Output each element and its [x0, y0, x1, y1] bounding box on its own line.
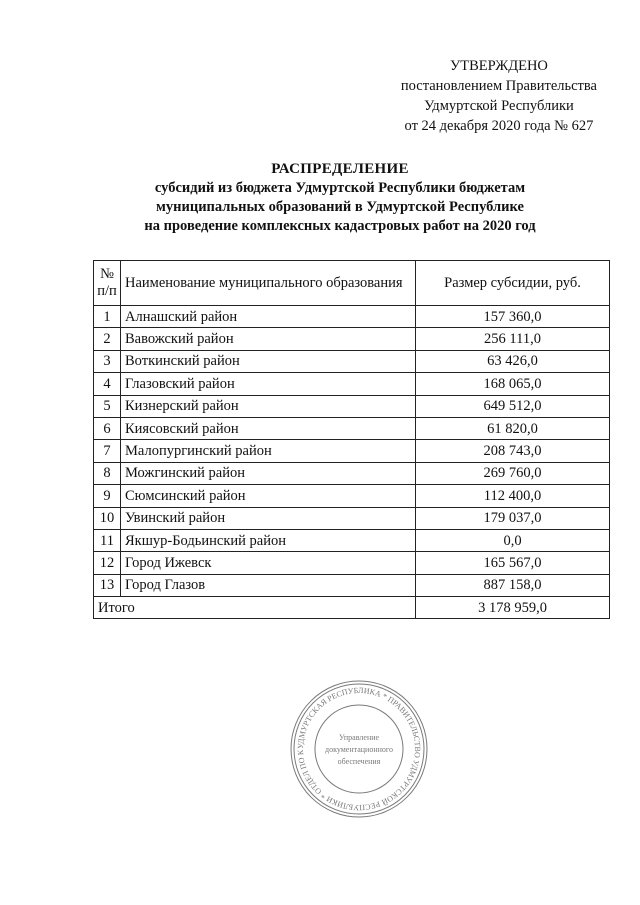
table-row	[94, 529, 610, 551]
row-municipality-name: Город Глазов	[121, 574, 416, 596]
table-row	[94, 328, 610, 350]
approval-heading: УТВЕРЖДЕНО	[450, 58, 548, 74]
row-municipality-name: Сюмсинский район	[121, 485, 416, 507]
row-number: 12	[94, 552, 121, 574]
row-subsidy-amount: 179 037,0	[416, 507, 610, 529]
row-number: 3	[94, 350, 121, 372]
official-seal	[288, 678, 430, 820]
table-header-row	[94, 261, 610, 306]
row-number: 4	[94, 373, 121, 395]
row-municipality-name: Воткинский район	[121, 350, 416, 372]
column-header-num: № п/п	[94, 261, 121, 306]
total-sum: 3 178 959,0	[416, 597, 610, 619]
table-row	[94, 552, 610, 574]
row-subsidy-amount: 61 820,0	[416, 417, 610, 439]
table-row	[94, 417, 610, 439]
row-number: 5	[94, 395, 121, 417]
row-subsidy-amount: 649 512,0	[416, 395, 610, 417]
row-subsidy-amount: 168 065,0	[416, 373, 610, 395]
row-municipality-name: Можгинский район	[121, 462, 416, 484]
title-line: субсидий из бюджета Удмуртской Республики бюджетам	[154, 180, 526, 196]
approval-date-line: от 24 декабря 2020 года № 627	[404, 118, 594, 134]
column-header-name: Наименование муниципального образования	[121, 261, 416, 306]
seal-center-line: документационного	[325, 745, 393, 754]
row-subsidy-amount: 157 360,0	[416, 306, 610, 328]
title-heading: РАСПРЕДЕЛЕНИЕ	[271, 161, 409, 177]
row-number: 13	[94, 574, 121, 596]
table-row	[94, 462, 610, 484]
row-subsidy-amount: 269 760,0	[416, 462, 610, 484]
table-row	[94, 440, 610, 462]
total-label: Итого	[94, 597, 416, 619]
seal-graphic	[288, 678, 430, 820]
row-municipality-name: Город Ижевск	[121, 552, 416, 574]
row-municipality-name: Малопургинский район	[121, 440, 416, 462]
row-municipality-name: Киясовский район	[121, 417, 416, 439]
title-line: на проведение комплексных кадастровых работ на 2020 год	[144, 218, 536, 234]
table-row	[94, 395, 610, 417]
approval-block	[401, 56, 597, 136]
seal-ring-text: УДМУРТСКАЯ РЕСПУБЛИКА * ПРАВИТЕЛЬСТВО УДМУРТСКОЙ РЕСПУБЛИКИ * ОТДЕЛ ПО К	[295, 685, 423, 813]
row-number: 7	[94, 440, 121, 462]
row-subsidy-amount: 208 743,0	[416, 440, 610, 462]
row-subsidy-amount: 0,0	[416, 529, 610, 551]
row-municipality-name: Якшур-Бодьинский район	[121, 529, 416, 551]
row-number: 6	[94, 417, 121, 439]
table-row	[94, 350, 610, 372]
row-municipality-name: Вавожский район	[121, 328, 416, 350]
approval-line: Удмуртской Республики	[424, 98, 574, 114]
row-subsidy-amount: 256 111,0	[416, 328, 610, 350]
row-number: 10	[94, 507, 121, 529]
row-municipality-name: Алнашский район	[121, 306, 416, 328]
row-number: 8	[94, 462, 121, 484]
row-number: 11	[94, 529, 121, 551]
approval-line: постановлением Правительства	[400, 78, 597, 94]
subsidy-table	[93, 260, 610, 619]
row-number: 9	[94, 485, 121, 507]
table-row	[94, 306, 610, 328]
row-municipality-name: Увинский район	[121, 507, 416, 529]
title-line: муниципальных образований в Удмуртской Республике	[156, 199, 524, 215]
row-subsidy-amount: 112 400,0	[416, 485, 610, 507]
column-header-sum: Размер субсидии, руб.	[416, 261, 610, 306]
table-row	[94, 574, 610, 596]
row-subsidy-amount: 63 426,0	[416, 350, 610, 372]
seal-center-line: Управление	[338, 733, 380, 742]
row-number: 1	[94, 306, 121, 328]
seal-center-line: обеспечения	[337, 757, 381, 766]
table-row	[94, 507, 610, 529]
row-subsidy-amount: 887 158,0	[416, 574, 610, 596]
table-row	[94, 373, 610, 395]
row-municipality-name: Кизнерский район	[121, 395, 416, 417]
table-row	[94, 485, 610, 507]
document-title	[80, 160, 600, 236]
table-body	[94, 306, 610, 597]
row-number: 2	[94, 328, 121, 350]
row-subsidy-amount: 165 567,0	[416, 552, 610, 574]
row-municipality-name: Глазовский район	[121, 373, 416, 395]
total-row	[94, 597, 610, 619]
